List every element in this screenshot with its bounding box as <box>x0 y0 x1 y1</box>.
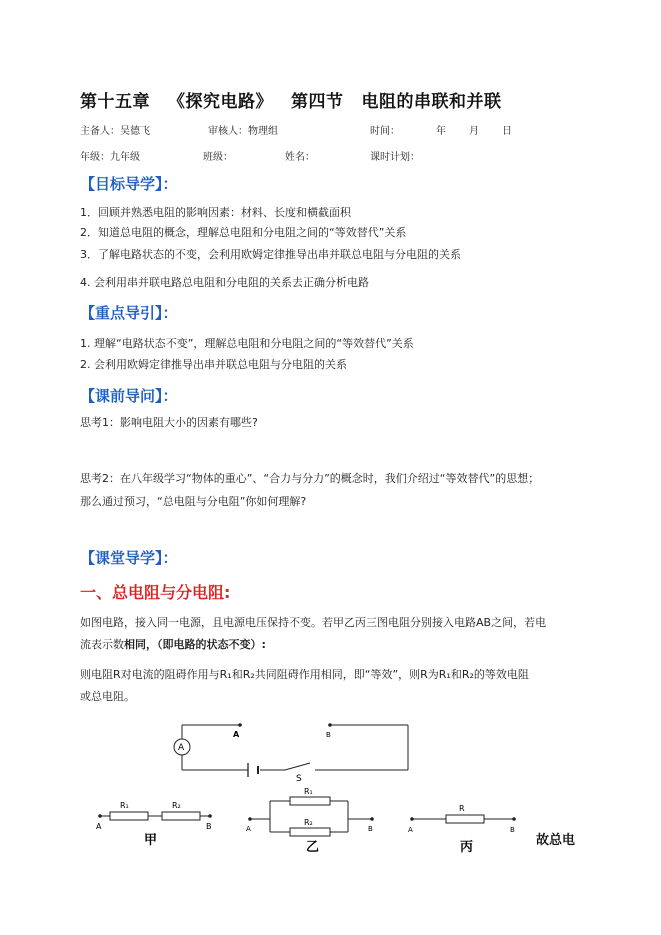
jia-point-b: B <box>206 822 212 831</box>
goal-item: 2．知道总电阻的概念，理解总电阻和分电阻之间的“等效替代”关系 <box>80 226 407 239</box>
goal-item: 1．回顾并熟悉电阻的影响因素：材料、长度和横截面积 <box>80 206 351 219</box>
ammeter-label: A <box>178 743 185 753</box>
paragraph-1-line2 <box>80 634 266 655</box>
paragraph-2-line1: 则电阻R对电流的阻碍作用与R₁和R₂共同阻碍作用相同，即“等效”，则R为R₁和R₂的等效电阻 <box>80 668 529 681</box>
keypoint-item: 2. 会利用欧姆定律推导出串并联总电阻与分电阻的关系 <box>80 358 347 371</box>
month-label: 月 <box>469 126 479 137</box>
page-title <box>80 87 520 112</box>
keypoints-heading: 【重点导引】： <box>80 304 178 322</box>
caption-bing: 丙 <box>460 840 474 855</box>
p1-text-a: 流表示数 <box>80 638 124 651</box>
p1-text-c: ，（即电路的状态不变）: <box>146 638 266 651</box>
jia-point-a: A <box>96 822 102 831</box>
terminal-a <box>238 723 242 727</box>
keypoint-item: 1. 理解“电路状态不变”，理解总电阻和分电阻之间的“等效替代”关系 <box>80 337 414 350</box>
part1-title: 一、总电阻与分电阻: <box>80 583 231 602</box>
bing-point-b: B <box>510 826 515 834</box>
terminal-b <box>328 723 332 727</box>
preparer: 主备人：吴德飞 <box>80 126 150 137</box>
class-label: 班级： <box>203 152 233 163</box>
yi-point-a: A <box>246 825 251 833</box>
switch-lever <box>285 763 310 770</box>
p1-text-emphasis: 相同 <box>124 638 146 651</box>
goals-heading: 【目标导学】： <box>80 175 178 193</box>
name-label: 姓名： <box>285 152 315 163</box>
chapter-number: 第十五章 <box>80 92 150 112</box>
day-label: 日 <box>502 126 512 137</box>
point-b-label: B <box>326 731 331 739</box>
goal-item: 4. 会利用串并联电路总电阻和分电阻的关系去正确分析电路 <box>80 276 369 289</box>
paragraph-2-line2: 或总电阻。 <box>80 690 135 703</box>
time-label: 时间： <box>370 126 400 137</box>
yi-point-b: B <box>368 825 373 833</box>
diagram-jia <box>100 812 210 820</box>
yi-r2-label: R₂ <box>304 818 313 827</box>
chapter-name: 《探究电路》 <box>168 92 273 112</box>
bing-r-label: R <box>459 804 465 813</box>
point-a-label: A <box>233 730 240 739</box>
preview-heading: 【课前导问】： <box>80 387 178 405</box>
classroom-heading: 【课堂导学】： <box>80 549 178 567</box>
caption-yi: 乙 <box>306 840 320 855</box>
circuit-figure <box>80 715 600 860</box>
caption-jia: 甲 <box>144 833 158 848</box>
reviewer: 审核人：物理组 <box>208 126 278 137</box>
paragraph-1-line1: 如图电路，接入同一电源，且电源电压保持不变。若甲乙丙三图电阻分别接入电路AB之间，若电 <box>80 616 547 629</box>
yi-r1-label: R₁ <box>304 787 313 796</box>
year-label: 年 <box>436 126 446 137</box>
goal-item: 3．了解电路状态的不变，会利用欧姆定律推导出串并联总电阻与分电阻的关系 <box>80 248 461 261</box>
diagram-yi <box>250 797 372 836</box>
lesson-plan-label: 课时计划： <box>370 152 420 163</box>
bing-point-a: A <box>408 826 413 834</box>
preview-question-1: 思考1：影响电阻大小的因素有哪些? <box>80 416 258 429</box>
diagram-bing <box>412 815 514 823</box>
preview-question-2-line2: 那么通过预习，“总电阻与分电阻”你如何理解? <box>80 495 307 508</box>
preview-question-2-line1: 思考2：在八年级学习“物体的重心”、“合力与分力”的概念时，我们介绍过“等效替代”的思想； <box>80 472 540 485</box>
grade: 年级：九年级 <box>80 152 140 163</box>
jia-r1-label: R₁ <box>120 801 129 810</box>
trailing-text: 故总电 <box>536 833 576 848</box>
switch-label: S <box>296 774 302 784</box>
section-name: 电阻的串联和并联 <box>361 92 502 112</box>
section-number: 第四节 <box>291 92 344 112</box>
jia-r2-label: R₂ <box>172 801 181 810</box>
